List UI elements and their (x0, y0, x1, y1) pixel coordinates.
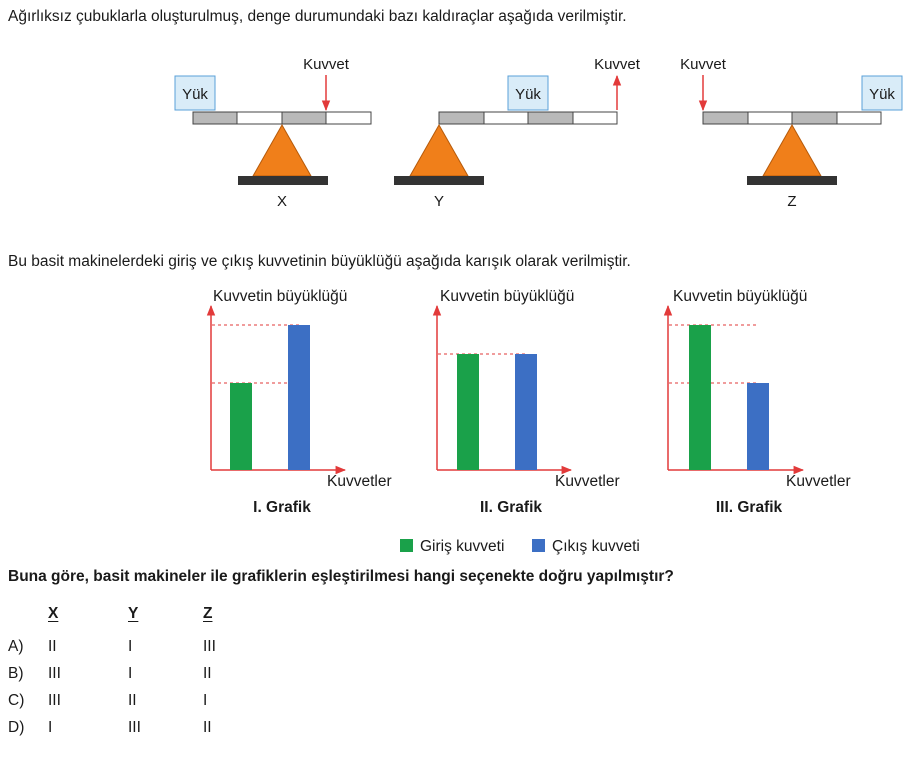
lever-x-segment (237, 112, 282, 124)
option-value: I (128, 665, 133, 682)
lever-z-segment (703, 112, 748, 124)
chart-1-ylabel: Kuvvetin büyüklüğü (213, 288, 348, 305)
lever-y-segment (528, 112, 573, 124)
chart-2-input-bar (457, 354, 479, 470)
chart-1-input-bar (230, 383, 252, 470)
lever-y-base (394, 176, 484, 185)
lever-y-force-label: Kuvvet (594, 56, 640, 73)
lever-y-segment (484, 112, 528, 124)
lever-z-force-label: Kuvvet (680, 56, 726, 73)
chart-3-xlabel: Kuvvetler (786, 473, 851, 490)
chart-2-title: II. Grafik (479, 499, 543, 516)
option-value: II (203, 719, 212, 736)
option-value: III (48, 665, 61, 682)
option-value: II (48, 638, 57, 655)
chart-1 (211, 288, 392, 516)
column-header-z: Z (203, 605, 213, 622)
chart-2-ylabel: Kuvvetin büyüklüğü (440, 288, 575, 305)
lever-x-base (238, 176, 328, 185)
column-header-x: X (48, 605, 59, 622)
legend (400, 538, 640, 555)
lever-x-load-label: Yük (182, 86, 208, 103)
option-value: II (203, 665, 212, 682)
chart-3 (668, 288, 851, 516)
chart-1-xlabel: Kuvvetler (327, 473, 392, 490)
lever-y-name: Y (433, 193, 445, 210)
question-text: Buna göre, basit makineler ile grafiklerin eşleştirilmesi hangi seçenekte doğru yapılmıştır? (8, 568, 674, 585)
legend-output-swatch (532, 539, 545, 552)
lever-x-fulcrum (253, 125, 311, 176)
graph-intro-text: Bu basit makinelerdeki giriş ve çıkış kuvvetinin büyüklüğü aşağıda karışık olarak verilmiştir. (8, 253, 631, 270)
lever-y-fulcrum (410, 125, 468, 176)
lever-z-fulcrum (763, 125, 821, 176)
option-letter: A) (8, 638, 24, 655)
lever-z (680, 56, 902, 210)
column-header-y: Y (128, 605, 139, 622)
option-value: I (128, 638, 133, 655)
lever-y-segment (573, 112, 617, 124)
lever-x-segment (282, 112, 326, 124)
lever-x-segment (326, 112, 371, 124)
intro-text: Ağırlıksız çubuklarla oluşturulmuş, denge durumundaki bazı kaldıraçlar aşağıda verilmiştir. (8, 8, 627, 25)
lever-z-load-label: Yük (869, 86, 895, 103)
lever-y (394, 56, 641, 210)
chart-3-output-bar (747, 383, 769, 470)
chart-2-xlabel: Kuvvetler (555, 473, 620, 490)
option-value: I (203, 692, 208, 709)
option-value: III (128, 719, 141, 736)
lever-x-force-label: Kuvvet (303, 56, 349, 73)
lever-x (175, 56, 371, 210)
lever-y-segment (439, 112, 484, 124)
option-value: III (48, 692, 61, 709)
chart-2 (437, 288, 620, 516)
chart-3-title: III. Grafik (715, 499, 783, 516)
lever-x-name: X (276, 193, 288, 210)
chart-3-ylabel: Kuvvetin büyüklüğü (673, 288, 808, 305)
lever-x-segment (193, 112, 237, 124)
lever-z-segment (748, 112, 792, 124)
chart-1-output-bar (288, 325, 310, 470)
lever-y-load-label: Yük (515, 86, 541, 103)
option-value: II (128, 692, 137, 709)
chart-3-input-bar (689, 325, 711, 470)
option-value: I (48, 719, 53, 736)
legend-input-label: Giriş kuvveti (420, 538, 505, 555)
lever-z-name: Z (787, 193, 797, 210)
lever-z-segment (837, 112, 881, 124)
option-letter: D) (8, 719, 25, 736)
option-letter: C) (8, 692, 25, 709)
legend-output-label: Çıkış kuvveti (552, 538, 640, 555)
option-letter: B) (8, 665, 24, 682)
chart-1-title: I. Grafik (253, 499, 311, 516)
option-value: III (203, 638, 216, 655)
lever-z-segment (792, 112, 837, 124)
legend-input-swatch (400, 539, 413, 552)
chart-2-output-bar (515, 354, 537, 470)
lever-z-base (747, 176, 837, 185)
